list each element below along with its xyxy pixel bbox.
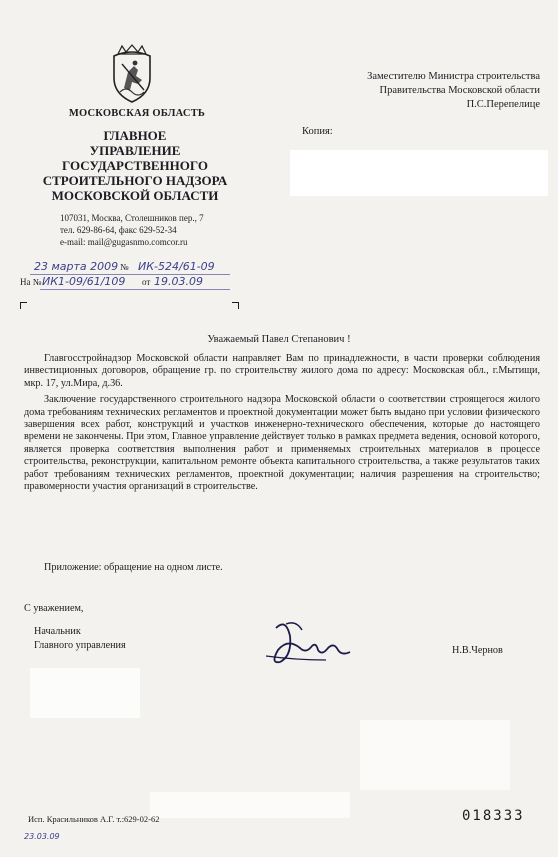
faded-stamp-area <box>30 668 140 718</box>
salutation: Уважаемый Павел Степанович ! <box>207 334 351 345</box>
org-line: СТРОИТЕЛЬНОГО НАДЗОРА <box>42 173 228 188</box>
position-line: Главного управления <box>34 640 126 651</box>
underline <box>40 289 230 290</box>
body-paragraph: Заключение государственного строительного надзора Московской области о соответствии строящегося жилого дома требованиям технических регламентов и проектной документации может быть выдано при условии физического завершения всех работ, конструкций и участков инженерно-технического обеспечения, которые до настоящего времени не закончены. При этом, Главное управление действует только в рамках предмета ведения, основой которого, является проверка соответствия выполнения работ и применяемых строительных материалов в процессе строительства, реконструкции, капитальном ремонте объекта капитального строительства, а также результатов таких работ требованиям технических регламентов, проектной документации; наличия разрешения на строительство; правомерности участия организаций в строительстве. <box>24 394 540 493</box>
organization-name <box>30 128 240 203</box>
body-paragraph: Главгосстройнадзор Московской области направляет Вам по принадлежности, в части проверки соблюдения инвестиционных договоров, обращение гр. по строительству жилого дома по адресу: Московская обл., г.Мытищи, мкр. 17, ул.Мира, д.36. <box>24 353 540 389</box>
handwritten-reference-date: 19.03.09 <box>154 275 203 288</box>
reference-label: На № <box>20 277 42 287</box>
number-label: № <box>120 262 129 272</box>
closing: С уважением, <box>24 603 84 614</box>
org-email: e-mail: mail@gugasnmo.comcor.ru <box>60 237 188 247</box>
faded-stamp-area <box>150 792 350 818</box>
org-contacts <box>60 212 204 248</box>
signer-name: Н.В.Чернов <box>452 645 503 656</box>
signature-icon <box>256 616 356 676</box>
recipient-block <box>367 70 540 112</box>
executor-info: Исп. Красильников А.Г. т.:629-02-62 <box>28 814 160 824</box>
letter-body <box>24 353 540 497</box>
org-line: ГОСУДАРСТВЕННОГО <box>62 158 208 173</box>
org-line: МОСКОВСКОЙ ОБЛАСТИ <box>51 188 219 203</box>
signer-position <box>34 625 126 653</box>
serial-number: 018333 <box>462 808 525 824</box>
recipient-line: Правительства Московской области <box>379 85 540 96</box>
moscow-region-coat-of-arms-icon <box>104 44 160 106</box>
faded-stamp-area <box>360 720 510 790</box>
handwritten-number: ИК-524/61-09 <box>138 260 215 273</box>
org-address: 107031, Москва, Столешников пер., 7 <box>60 213 204 223</box>
corner-mark <box>232 302 239 309</box>
handwritten-date: 23 марта 2009 <box>34 260 119 273</box>
redacted-area <box>290 150 548 196</box>
org-line: ГЛАВНОЕ <box>103 128 167 143</box>
attachment-note: Приложение: обращение на одном листе. <box>44 562 223 573</box>
region-name: МОСКОВСКАЯ ОБЛАСТЬ <box>68 108 206 119</box>
copy-label: Копия: <box>302 126 333 137</box>
handwritten-executor-date: 23.03.09 <box>24 832 60 841</box>
recipient-line: П.С.Перепелице <box>466 99 540 110</box>
recipient-line: Заместителю Министра строительства <box>367 71 540 82</box>
from-label: от <box>142 277 151 287</box>
org-phone: тел. 629-86-64, факс 629-52-34 <box>60 225 177 235</box>
org-line: УПРАВЛЕНИЕ <box>89 143 181 158</box>
handwritten-reference-number: ИК1-09/61/109 <box>42 275 126 288</box>
corner-mark <box>20 302 27 309</box>
position-line: Начальник <box>34 626 81 637</box>
